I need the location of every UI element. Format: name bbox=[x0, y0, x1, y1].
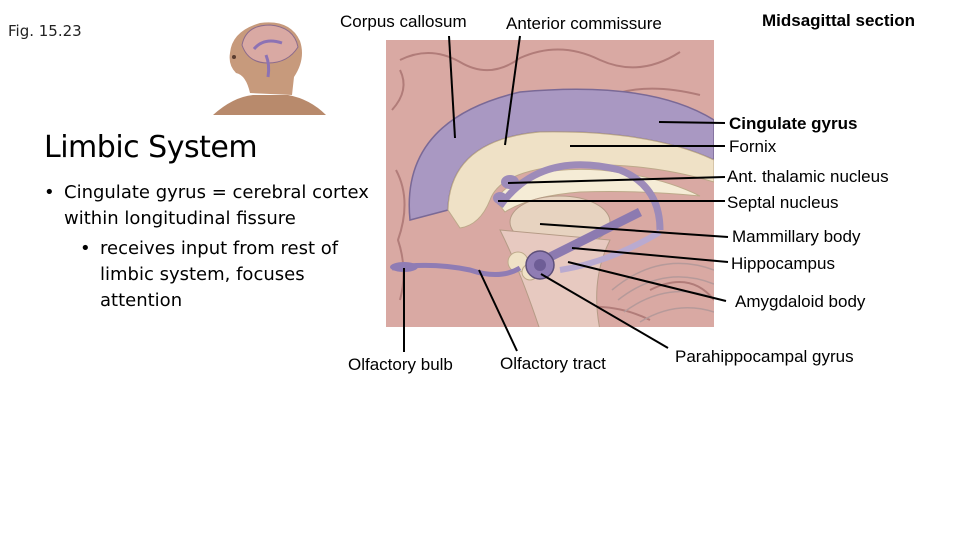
label-mammillary-body: Mammillary body bbox=[732, 227, 861, 246]
label-anterior-commissure: Anterior commissure bbox=[506, 14, 662, 33]
label-ant-thalamic-nucleus: Ant. thalamic nucleus bbox=[727, 167, 889, 186]
label-hippocampus: Hippocampus bbox=[731, 254, 835, 273]
label-parahippocampal-gyrus: Parahippocampal gyrus bbox=[675, 347, 854, 366]
label-olfactory-bulb: Olfactory bulb bbox=[348, 355, 453, 374]
label-amygdaloid-body: Amygdaloid body bbox=[735, 292, 866, 311]
figure-label: Fig. 15.23 bbox=[8, 22, 82, 40]
bullet-sub: • receives input from rest of limbic system, focuses attention bbox=[44, 236, 374, 314]
view-label: Midsagittal section bbox=[762, 11, 916, 30]
slide-title: Limbic System bbox=[44, 130, 258, 165]
bullet-term: Cingulate gyrus bbox=[64, 182, 206, 203]
label-septal-nucleus: Septal nucleus bbox=[727, 193, 839, 212]
label-cingulate-gyrus: Cingulate gyrus bbox=[729, 114, 858, 133]
bullet-definition: = cerebral cortex within longitudinal fissure bbox=[64, 182, 369, 229]
label-corpus-callosum: Corpus callosum bbox=[340, 12, 467, 31]
label-olfactory-tract: Olfactory tract bbox=[500, 354, 606, 373]
label-fornix: Fornix bbox=[729, 137, 777, 156]
